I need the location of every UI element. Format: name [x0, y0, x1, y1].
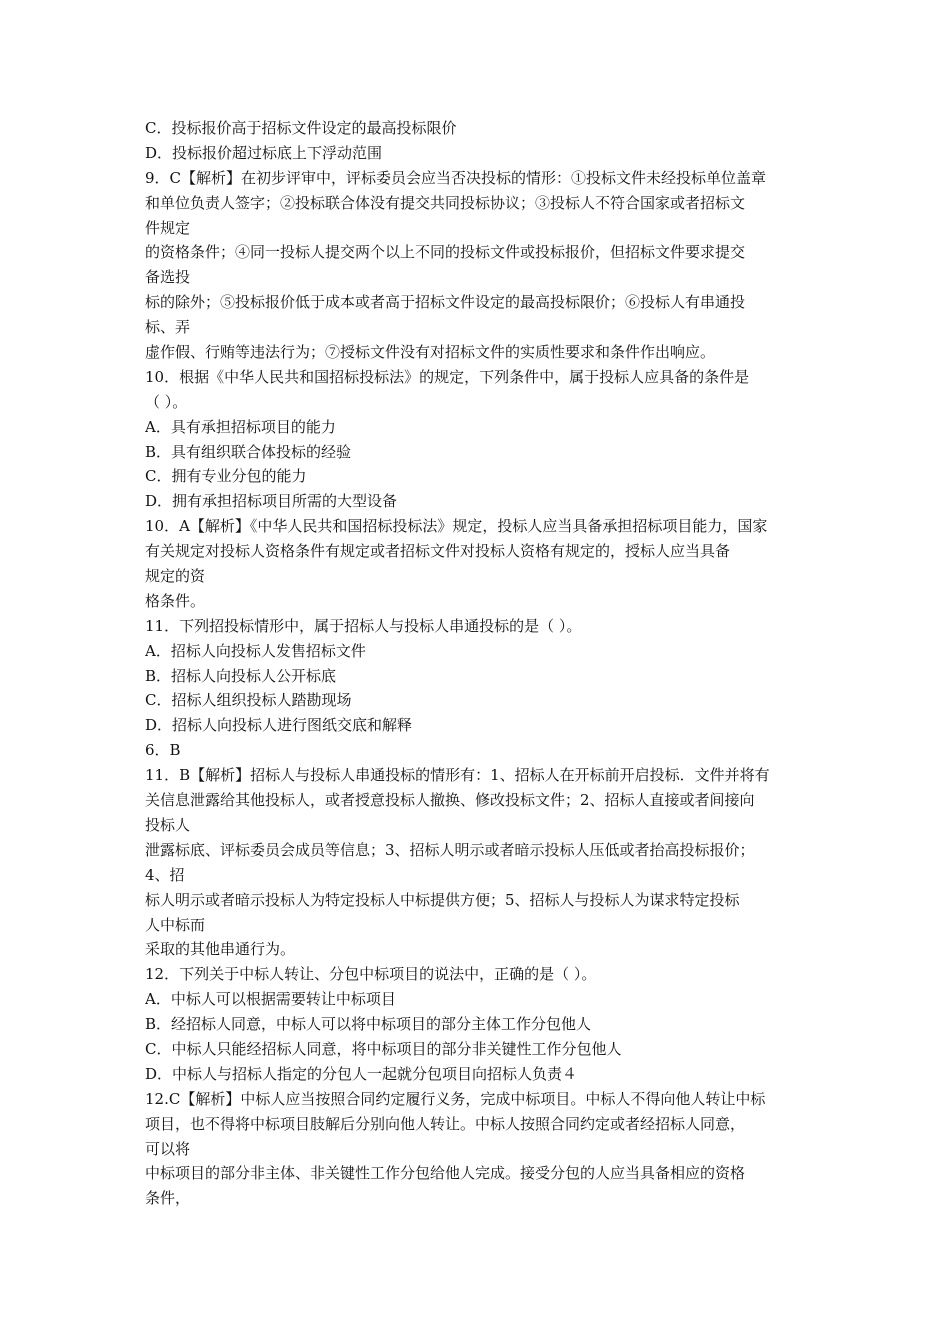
text-line: A．招标人向投标人发售招标文件 — [145, 641, 366, 660]
text-line: 备选投 — [145, 268, 191, 287]
text-line: 和单位负责人签字；②投标联合体没有提交共同投标协议；③投标人不符合国家或者招标文 — [145, 193, 746, 212]
text-line: 12.C【解析】中标人应当按照合同约定履行义务，完成中标项目。中标人不得向他人转让中标 — [145, 1089, 766, 1108]
text-line: B．招标人向投标人公开标底 — [145, 666, 337, 685]
text-line: 标、弄 — [145, 318, 191, 337]
text-line: A．中标人可以根据需要转让中标项目 — [145, 990, 396, 1009]
text-line: 有关规定对投标人资格条件有规定或者招标文件对投标人资格有规定的，授标人应当具备 — [145, 542, 731, 561]
text-line: 6．B — [145, 741, 181, 760]
text-line: 泄露标底、评标委员会成员等信息；3、招标人明示或者暗示投标人压低或者抬高投标报价； — [145, 840, 755, 859]
text-line: 条件， — [145, 1189, 191, 1208]
text-line: B．经招标人同意，中标人可以将中标项目的部分主体工作分包他人 — [145, 1015, 592, 1034]
text-line: 格条件。 — [145, 591, 206, 610]
text-line: 投标人 — [145, 815, 191, 834]
text-line: 人中标而 — [145, 915, 206, 934]
text-line: 的资格条件；④同一投标人提交两个以上不同的投标文件或投标报价，但招标文件要求提交 — [145, 243, 746, 262]
text-line: 9．C【解析】在初步评审中，评标委员会应当否决投标的情形：①投标文件未经投标单位盖章 — [145, 168, 767, 187]
text-line: 中标项目的部分非主体、非关键性工作分包给他人完成。接受分包的人应当具备相应的资格 — [145, 1164, 746, 1183]
text-line: D．中标人与招标人指定的分包人一起就分包项目向招标人负责４ — [145, 1064, 578, 1083]
text-line: 12．下列关于中标人转让、分包中标项目的说法中，正确的是（ ）。 — [145, 965, 597, 984]
text-line: C．投标报价高于招标文件设定的最高投标限价 — [145, 119, 457, 137]
text-line: 11．下列招投标情形中，属于招标人与投标人串通投标的是（ ）。 — [145, 616, 582, 635]
text-line: D．招标人向投标人进行图纸交底和解释 — [145, 716, 413, 735]
text-line: 标人明示或者暗示投标人为特定投标人中标提供方便；5、招标人与投标人为谋求特定投标 — [145, 890, 740, 909]
text-line: （ ）。 — [145, 392, 188, 411]
text-line: 可以将 — [145, 1139, 191, 1158]
text-line: 10．根据《中华人民共和国招标投标法》的规定，下列条件中，属于投标人应具备的条件是 — [145, 367, 750, 386]
text-line: 虚作假、行贿等违法行为；⑦授标文件没有对招标文件的实质性要求和条件作出响应。 — [145, 343, 716, 362]
text-line: A．具有承担招标项目的能力 — [145, 417, 336, 436]
text-line: 规定的资 — [145, 567, 206, 586]
text-line: C．招标人组织投标人踏勘现场 — [145, 691, 352, 710]
text-line: C．中标人只能经招标人同意，将中标项目的部分非关键性工作分包他人 — [145, 1039, 622, 1058]
text-line: C．拥有专业分包的能力 — [145, 467, 307, 486]
text-line: 关信息泄露给其他投标人，或者授意投标人撤换、修改投标文件；2、招标人直接或者间接向 — [145, 791, 755, 810]
text-line: 标的除外；⑤投标报价低于成本或者高于招标文件设定的最高投标限价；⑥投标人有串通投 — [145, 293, 746, 312]
text-line: D．拥有承担招标项目所需的大型设备 — [145, 492, 398, 511]
text-line: D．投标报价超过标底上下浮动范围 — [145, 143, 383, 162]
document-body — [145, 116, 845, 1211]
text-line: 10．A【解析】《中华人民共和国招标投标法》规定，投标人应当具备承担招标项目能力，国家 — [145, 517, 768, 536]
text-line: 采取的其他串通行为。 — [145, 940, 296, 959]
text-line: 11．B【解析】招标人与投标人串通投标的情形有：1、招标人在开标前开启投标．文件并将有 — [145, 766, 770, 785]
text-line: B．具有组织联合体投标的经验 — [145, 442, 352, 461]
text-line: 项目，也不得将中标项目肢解后分别向他人转让。中标人按照合同约定或者经招标人同意， — [145, 1114, 746, 1133]
text-line: 4、招 — [145, 865, 185, 884]
text-line: 件规定 — [145, 218, 191, 237]
